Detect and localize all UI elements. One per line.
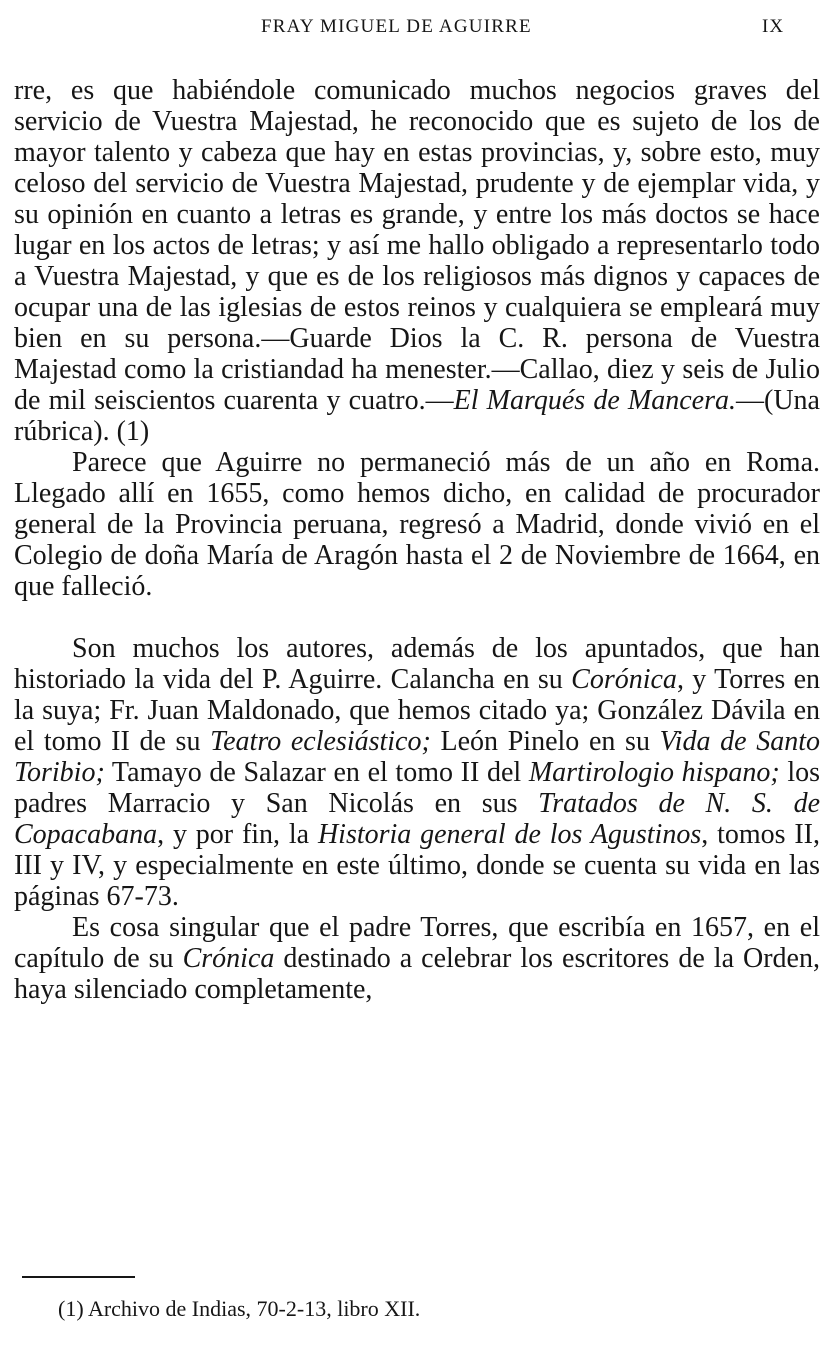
work-title: Teatro eclesiástico; — [210, 726, 431, 757]
text-run: Tamayo de Salazar en el tomo II del — [104, 757, 529, 788]
work-title: Vida de Santo Toribio; — [14, 726, 821, 788]
text-run: , y Torres en la suya; Fr. Juan Maldonado, que hemos citado ya; González Dávila en el tomo II de su — [14, 664, 820, 757]
paragraph-letter-continuation — [14, 75, 820, 447]
footnote: (1) Archivo de Indias, 70-2-13, libro XII. — [58, 1296, 421, 1321]
text-run: los padres Marracio y San Nicolás en sus — [14, 757, 821, 819]
letter-text: rre, es que habiéndole comunicado muchos negocios graves del servicio de Vuestra Majestad, he reconocido que es sujeto de los de mayor talento y cabeza que hay en estas provincias, y, sobre esto, muy celoso del servicio de Vuestra Majestad, prudente y de ejemplar vida, y su opinión en cuanto a letras es grande, y entre los más doctos se hace lugar en los actos de letras; y así me hallo obligado a representarlo todo a Vuestra Majestad, y que es de los religiosos más dignos y capaces de ocupar una de las iglesias de estos reinos y cualquiera se empleará muy bien en su persona.—Guarde Dios la C. R. persona de Vuestra Majestad como la cristiandad ha menester.—Callao, diez y seis de Julio de mil seiscientos cuarenta y cuatro.— — [14, 75, 820, 416]
page-number: IX — [762, 16, 785, 37]
work-title: Tratados de N. S. de Copacabana — [14, 788, 821, 850]
footnote-rule — [22, 1276, 135, 1278]
section-gap — [14, 602, 820, 633]
running-head — [0, 16, 828, 46]
signature-name: El Marqués de Mancera. — [453, 385, 737, 416]
paragraph-authors — [14, 633, 820, 912]
work-title: Martirologio hispano; — [528, 757, 780, 788]
paragraph-torres — [14, 912, 820, 1005]
text-run: , tomos II, III y IV, y especialmente en este último, donde se cuenta su vida en las páginas 67-73. — [14, 819, 821, 912]
text-run: Es cosa singular que el padre Torres, que escribía en 1657, en el capítulo de su — [14, 912, 820, 974]
work-title: Corónica — [571, 664, 677, 695]
work-title: Historia general de los Agustinos — [317, 819, 702, 850]
text-run: destinado a celebrar los escritores de la Orden, haya silenciado completamente, — [14, 943, 820, 1005]
paragraph-rome: Parece que Aguirre no permaneció más de un año en Roma. Llegado allí en 1655, como hemos dicho, en calidad de procurador general de la Provincia peruana, regresó a Madrid, donde vivió en el Colegio de doña María de Aragón hasta el 2 de Noviembre de 1664, en que falleció. — [14, 447, 820, 602]
running-title: FRAY MIGUEL DE AGUIRRE — [261, 16, 532, 37]
work-title: Crónica — [182, 943, 275, 974]
text-run: , y por fin, la — [157, 819, 318, 850]
text-run: Son muchos los autores, además de los apuntados, que han historiado la vida del P. Aguirre. Calancha en su — [14, 633, 820, 695]
text-run: León Pinelo en su — [430, 726, 660, 757]
main-text — [14, 75, 820, 1005]
signature-rubric: —(Una rúbrica). (1) — [14, 385, 820, 447]
